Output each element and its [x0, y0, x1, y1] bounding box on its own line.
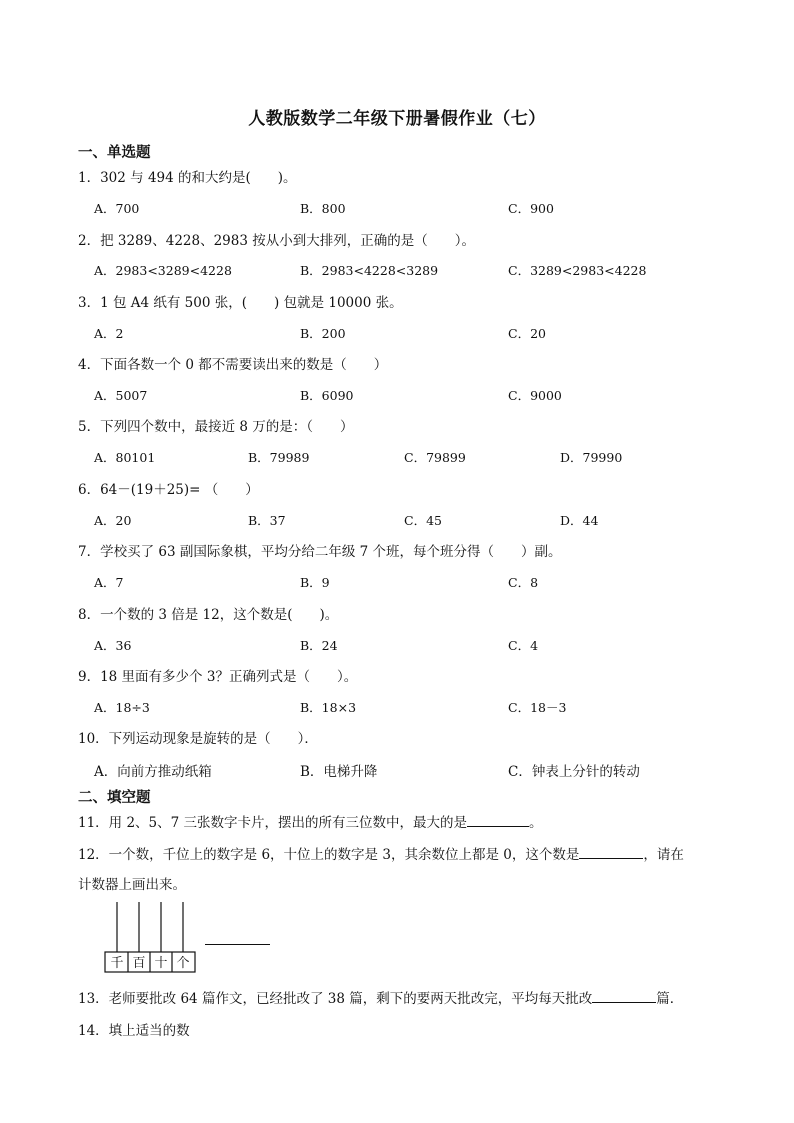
q10-option-a: A．向前方推动纸箱: [94, 764, 212, 780]
question-1: 1．302 与 494 的和大约是( )。: [78, 170, 297, 186]
question-6: 6．64－(19＋25)= （ ）: [78, 482, 259, 498]
page-title: 人教版数学二年级下册暑假作业（七）: [248, 109, 546, 129]
abacus-label-ones: 个: [176, 956, 190, 971]
q8-option-c: C．4: [508, 638, 539, 653]
q9-option-b: B．18×3: [300, 700, 357, 715]
q5-option-d: D．79990: [560, 450, 623, 465]
q11-text-end: 。: [529, 815, 543, 831]
q3-option-c: C．20: [508, 326, 546, 341]
abacus-answer-line[interactable]: [205, 944, 270, 945]
abacus-label-tens: 十: [154, 956, 168, 971]
question-2: 2．把 3289、4228、2983 按从小到大排列，正确的是（ ）。: [78, 233, 475, 249]
q2-option-b: B．2983<4228<3289: [300, 263, 439, 278]
q12-text: 12．一个数，千位上的数字是 6，十位上的数字是 3，其余数位上都是 0，这个数是: [78, 847, 580, 863]
q4-option-b: B．6090: [300, 388, 354, 403]
q13-text-end: 篇．: [656, 991, 684, 1007]
q4-option-a: A．5007: [94, 388, 148, 403]
abacus-label-hundreds: 百: [132, 956, 146, 971]
q10-option-b: B．电梯升降: [300, 764, 378, 780]
q7-option-b: B．9: [300, 575, 330, 590]
q10-option-c: C．钟表上分针的转动: [508, 764, 640, 780]
q6-option-b: B．37: [248, 513, 286, 528]
question-8: 8．一个数的 3 倍是 12，这个数是( )。: [78, 607, 339, 623]
q5-option-b: B．79989: [248, 450, 310, 465]
section-heading-single-choice: 一、单选题: [78, 144, 151, 161]
q9-option-a: A．18÷3: [94, 700, 150, 715]
q1-option-c: C．900: [508, 201, 554, 216]
question-13: [78, 987, 683, 1007]
question-7: 7．学校买了 63 副国际象棋，平均分给二年级 7 个班，每个班分得（ ）副。: [78, 544, 562, 560]
q2-option-a: A．2983<3289<4228: [94, 263, 232, 278]
abacus-label-thousands: 千: [110, 956, 124, 971]
question-9: 9．18 里面有多少个 3？正确列式是（ ）。: [78, 669, 358, 685]
q6-option-c: C．45: [404, 513, 442, 528]
q11-text: 11．用 2、5、7 三张数字卡片，摆出的所有三位数中，最大的是: [78, 815, 468, 831]
question-10: 10．下列运动现象是旋转的是（ ）．: [78, 731, 318, 747]
q6-option-d: D．44: [560, 513, 599, 528]
q7-option-c: C．8: [508, 575, 539, 590]
question-12-line2: 计数器上画出来。: [78, 877, 186, 893]
section-heading-fill-in: 二、填空题: [78, 789, 151, 806]
q8-option-b: B．24: [300, 638, 338, 653]
counter-abacus[interactable]: [100, 900, 200, 974]
q6-option-a: A．20: [94, 513, 132, 528]
q5-option-a: A．80101: [94, 450, 156, 465]
q1-option-b: B．800: [300, 201, 346, 216]
q12-text-end: ，请在: [643, 847, 684, 863]
q13-answer-blank[interactable]: [592, 988, 656, 1003]
q9-option-c: C．18－3: [508, 700, 567, 715]
question-12: [78, 843, 684, 863]
question-14: 14．填上适当的数: [78, 1023, 190, 1039]
q3-option-a: A．2: [94, 326, 124, 341]
q5-option-c: C．79899: [404, 450, 466, 465]
q7-option-a: A．7: [94, 575, 124, 590]
q1-option-a: A．700: [94, 201, 140, 216]
question-4: 4．下面各数一个 0 都不需要读出来的数是（ ）: [78, 357, 388, 373]
question-5: 5．下列四个数中，最接近 8 万的是：（ ）: [78, 419, 354, 435]
q3-option-b: B．200: [300, 326, 346, 341]
q2-option-c: C．3289<2983<4228: [508, 263, 647, 278]
question-11: [78, 811, 543, 831]
q4-option-c: C．9000: [508, 388, 562, 403]
question-3: 3．1 包 A4 纸有 500 张，( ) 包就是 10000 张。: [78, 295, 403, 311]
q12-answer-blank[interactable]: [579, 844, 643, 859]
q8-option-a: A．36: [94, 638, 132, 653]
q11-answer-blank[interactable]: [467, 812, 529, 827]
q13-text: 13．老师要批改 64 篇作文，已经批改了 38 篇，剩下的要两天批改完，平均每天批改: [78, 991, 593, 1007]
